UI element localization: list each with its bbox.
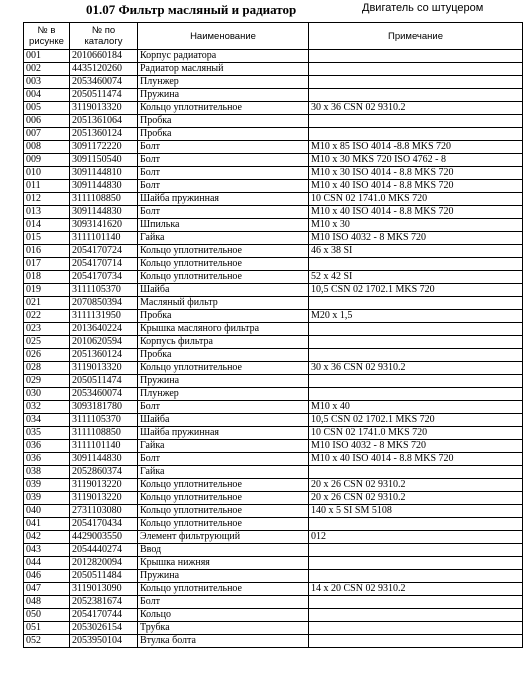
cell-note xyxy=(309,258,523,271)
cell-note: M10 x 40 ISO 4014 - 8.8 MKS 720 xyxy=(309,206,523,219)
cell-note xyxy=(309,349,523,362)
cell-catalog: 3119013220 xyxy=(70,479,138,492)
cell-catalog: 2051361064 xyxy=(70,115,138,128)
cell-note: M10 x 30 MKS 720 ISO 4762 - 8 xyxy=(309,154,523,167)
column-header-number: № в рисунке xyxy=(24,23,70,50)
table-row xyxy=(24,193,523,206)
table-row xyxy=(24,167,523,180)
cell-name: Кольцо уплотнительное xyxy=(138,518,309,531)
table-row xyxy=(24,271,523,284)
cell-number: 002 xyxy=(24,63,70,76)
cell-number: 017 xyxy=(24,258,70,271)
table-row xyxy=(24,414,523,427)
cell-catalog: 2051360124 xyxy=(70,128,138,141)
cell-name: Кольцо уплотнительное xyxy=(138,492,309,505)
cell-note: 10,5 CSN 02 1702.1 MKS 720 xyxy=(309,284,523,297)
cell-name: Болт xyxy=(138,401,309,414)
cell-number: 026 xyxy=(24,349,70,362)
cell-note xyxy=(309,89,523,102)
table-row xyxy=(24,219,523,232)
cell-note xyxy=(309,76,523,89)
cell-number: 036 xyxy=(24,453,70,466)
cell-number: 034 xyxy=(24,414,70,427)
table-row xyxy=(24,336,523,349)
column-header-name: Наименование xyxy=(138,23,309,50)
cell-note: 30 x 36 CSN 02 9310.2 xyxy=(309,102,523,115)
cell-name: Корпусь фильтра xyxy=(138,336,309,349)
cell-number: 023 xyxy=(24,323,70,336)
table-row xyxy=(24,622,523,635)
cell-note xyxy=(309,518,523,531)
cell-catalog: 2053026154 xyxy=(70,622,138,635)
cell-note: 30 x 36 CSN 02 9310.2 xyxy=(309,362,523,375)
cell-name: Болт xyxy=(138,154,309,167)
cell-number: 001 xyxy=(24,50,70,63)
cell-note: M10 x 40 xyxy=(309,401,523,414)
table-row xyxy=(24,492,523,505)
cell-catalog: 2053950104 xyxy=(70,635,138,648)
cell-name: Кольцо уплотнительное xyxy=(138,362,309,375)
cell-note: M10 x 30 xyxy=(309,219,523,232)
cell-name: Крышка нижняя xyxy=(138,557,309,570)
cell-name: Кольцо уплотнительное xyxy=(138,505,309,518)
cell-catalog: 2052860374 xyxy=(70,466,138,479)
table-row xyxy=(24,89,523,102)
table-row xyxy=(24,388,523,401)
cell-number: 052 xyxy=(24,635,70,648)
cell-number: 007 xyxy=(24,128,70,141)
cell-number: 012 xyxy=(24,193,70,206)
cell-name: Болт xyxy=(138,596,309,609)
cell-name: Втулка болта xyxy=(138,635,309,648)
cell-number: 028 xyxy=(24,362,70,375)
table-row xyxy=(24,284,523,297)
cell-name: Шайба пружинная xyxy=(138,193,309,206)
cell-name: Пробка xyxy=(138,310,309,323)
cell-catalog: 2070850394 xyxy=(70,297,138,310)
table-row xyxy=(24,180,523,193)
cell-number: 008 xyxy=(24,141,70,154)
table-row xyxy=(24,102,523,115)
cell-name: Корпус радиатора xyxy=(138,50,309,63)
cell-name: Болт xyxy=(138,141,309,154)
cell-note xyxy=(309,128,523,141)
cell-catalog: 3111101140 xyxy=(70,440,138,453)
cell-note: 10 CSN 02 1741.0 MKS 720 xyxy=(309,427,523,440)
cell-note xyxy=(309,466,523,479)
cell-name: Кольцо уплотнительное xyxy=(138,102,309,115)
table-row xyxy=(24,76,523,89)
cell-name: Кольцо уплотнительное xyxy=(138,271,309,284)
table-row xyxy=(24,505,523,518)
table-row xyxy=(24,323,523,336)
cell-note: M10 x 30 ISO 4014 - 8.8 MKS 720 xyxy=(309,167,523,180)
cell-catalog: 3111108850 xyxy=(70,193,138,206)
cell-number: 025 xyxy=(24,336,70,349)
table-row xyxy=(24,609,523,622)
table-row xyxy=(24,544,523,557)
cell-note: M10 x 40 ISO 4014 - 8.8 MKS 720 xyxy=(309,180,523,193)
cell-note: 140 x 5 SI SM 5108 xyxy=(309,505,523,518)
table-row xyxy=(24,557,523,570)
cell-name: Плунжер xyxy=(138,76,309,89)
cell-catalog: 2052381674 xyxy=(70,596,138,609)
cell-note: 20 x 26 CSN 02 9310.2 xyxy=(309,479,523,492)
cell-number: 010 xyxy=(24,167,70,180)
cell-catalog: 4429003550 xyxy=(70,531,138,544)
cell-number: 041 xyxy=(24,518,70,531)
cell-name: Болт xyxy=(138,453,309,466)
cell-name: Масляный фильтр xyxy=(138,297,309,310)
cell-number: 006 xyxy=(24,115,70,128)
cell-name: Шайба пружинная xyxy=(138,427,309,440)
cell-name: Кольцо уплотнительное xyxy=(138,479,309,492)
cell-name: Кольцо xyxy=(138,609,309,622)
cell-number: 015 xyxy=(24,232,70,245)
cell-number: 039 xyxy=(24,492,70,505)
table-row xyxy=(24,375,523,388)
cell-name: Гайка xyxy=(138,232,309,245)
cell-catalog: 2054170714 xyxy=(70,258,138,271)
cell-number: 044 xyxy=(24,557,70,570)
cell-note xyxy=(309,557,523,570)
cell-catalog: 2053460074 xyxy=(70,76,138,89)
cell-name: Крышка масляного фильтра xyxy=(138,323,309,336)
cell-catalog: 3111131950 xyxy=(70,310,138,323)
cell-number: 011 xyxy=(24,180,70,193)
table-row xyxy=(24,349,523,362)
cell-number: 048 xyxy=(24,596,70,609)
cell-note xyxy=(309,622,523,635)
page-subtitle: Двигатель со штуцером xyxy=(362,2,484,14)
cell-catalog: 2054170724 xyxy=(70,245,138,258)
cell-number: 050 xyxy=(24,609,70,622)
cell-name: Болт xyxy=(138,180,309,193)
cell-number: 003 xyxy=(24,76,70,89)
cell-number: 043 xyxy=(24,544,70,557)
table-row xyxy=(24,141,523,154)
cell-catalog: 3111101140 xyxy=(70,232,138,245)
cell-catalog: 3119013090 xyxy=(70,583,138,596)
column-header-catalog: № по каталогу xyxy=(70,23,138,50)
table-row xyxy=(24,297,523,310)
cell-number: 046 xyxy=(24,570,70,583)
table-row xyxy=(24,466,523,479)
cell-number: 013 xyxy=(24,206,70,219)
cell-name: Пружина xyxy=(138,570,309,583)
cell-name: Шайба xyxy=(138,414,309,427)
cell-catalog: 2010620594 xyxy=(70,336,138,349)
cell-catalog: 3091144830 xyxy=(70,206,138,219)
table-row xyxy=(24,531,523,544)
table-row xyxy=(24,401,523,414)
table-row xyxy=(24,440,523,453)
cell-catalog: 2054440274 xyxy=(70,544,138,557)
cell-number: 016 xyxy=(24,245,70,258)
table-row xyxy=(24,362,523,375)
cell-number: 035 xyxy=(24,427,70,440)
cell-catalog: 2053460074 xyxy=(70,388,138,401)
cell-name: Кольцо уплотнительное xyxy=(138,245,309,258)
cell-name: Плунжер xyxy=(138,388,309,401)
cell-catalog: 3119013320 xyxy=(70,362,138,375)
cell-name: Болт xyxy=(138,206,309,219)
table-row xyxy=(24,258,523,271)
cell-catalog: 3091172220 xyxy=(70,141,138,154)
cell-catalog: 3091144830 xyxy=(70,180,138,193)
cell-name: Радиатор масляный xyxy=(138,63,309,76)
cell-note: 10 CSN 02 1741.0 MKS 720 xyxy=(309,193,523,206)
table-row xyxy=(24,154,523,167)
table-row xyxy=(24,596,523,609)
cell-number: 005 xyxy=(24,102,70,115)
cell-note: 14 x 20 CSN 02 9310.2 xyxy=(309,583,523,596)
table-row xyxy=(24,63,523,76)
cell-note: M20 x 1,5 xyxy=(309,310,523,323)
table-row xyxy=(24,635,523,648)
cell-number: 004 xyxy=(24,89,70,102)
cell-note xyxy=(309,323,523,336)
cell-number: 039 xyxy=(24,479,70,492)
table-row xyxy=(24,50,523,63)
cell-name: Гайка xyxy=(138,466,309,479)
parts-table xyxy=(23,22,523,648)
cell-number: 021 xyxy=(24,297,70,310)
cell-catalog: 4435120260 xyxy=(70,63,138,76)
cell-note xyxy=(309,115,523,128)
cell-catalog: 3091144830 xyxy=(70,453,138,466)
cell-name: Элемент фильтрующий xyxy=(138,531,309,544)
cell-number: 022 xyxy=(24,310,70,323)
table-row xyxy=(24,232,523,245)
cell-note xyxy=(309,297,523,310)
cell-name: Пружина xyxy=(138,375,309,388)
cell-catalog: 3119013220 xyxy=(70,492,138,505)
cell-note xyxy=(309,388,523,401)
cell-number: 047 xyxy=(24,583,70,596)
table-row xyxy=(24,206,523,219)
cell-catalog: 2051360124 xyxy=(70,349,138,362)
cell-note xyxy=(309,544,523,557)
table-row xyxy=(24,245,523,258)
cell-name: Трубка xyxy=(138,622,309,635)
cell-number: 019 xyxy=(24,284,70,297)
cell-note xyxy=(309,609,523,622)
cell-catalog: 2013640224 xyxy=(70,323,138,336)
cell-catalog: 2054170434 xyxy=(70,518,138,531)
cell-note: M10 x 40 ISO 4014 - 8.8 MKS 720 xyxy=(309,453,523,466)
cell-name: Пробка xyxy=(138,128,309,141)
cell-note xyxy=(309,596,523,609)
table-row xyxy=(24,453,523,466)
cell-name: Болт xyxy=(138,167,309,180)
cell-note: M10 x 85 ISO 4014 -8.8 MKS 720 xyxy=(309,141,523,154)
cell-catalog: 3119013320 xyxy=(70,102,138,115)
cell-name: Кольцо уплотнительное xyxy=(138,258,309,271)
cell-note xyxy=(309,50,523,63)
cell-catalog: 3111105370 xyxy=(70,284,138,297)
cell-catalog: 3093181780 xyxy=(70,401,138,414)
cell-note: 52 x 42 SI xyxy=(309,271,523,284)
cell-note xyxy=(309,635,523,648)
cell-catalog: 2050511484 xyxy=(70,570,138,583)
cell-number: 040 xyxy=(24,505,70,518)
cell-catalog: 2010660184 xyxy=(70,50,138,63)
cell-note: M10 ISO 4032 - 8 MKS 720 xyxy=(309,440,523,453)
cell-note: 46 x 38 SI xyxy=(309,245,523,258)
cell-number: 036 xyxy=(24,440,70,453)
cell-catalog: 3091150540 xyxy=(70,154,138,167)
cell-number: 030 xyxy=(24,388,70,401)
cell-catalog: 3111108850 xyxy=(70,427,138,440)
cell-note xyxy=(309,570,523,583)
cell-name: Шайба xyxy=(138,284,309,297)
cell-number: 051 xyxy=(24,622,70,635)
table-body xyxy=(24,50,523,648)
cell-note xyxy=(309,336,523,349)
cell-name: Шпилька xyxy=(138,219,309,232)
cell-number: 009 xyxy=(24,154,70,167)
table-row xyxy=(24,115,523,128)
cell-note: 20 x 26 CSN 02 9310.2 xyxy=(309,492,523,505)
cell-catalog: 3093141620 xyxy=(70,219,138,232)
table-row xyxy=(24,427,523,440)
table-row xyxy=(24,128,523,141)
cell-catalog: 2050511474 xyxy=(70,89,138,102)
cell-note xyxy=(309,63,523,76)
cell-catalog: 2012820094 xyxy=(70,557,138,570)
cell-catalog: 2054170734 xyxy=(70,271,138,284)
column-header-note: Примечание xyxy=(309,23,523,50)
cell-name: Ввод xyxy=(138,544,309,557)
cell-number: 018 xyxy=(24,271,70,284)
page-title: 01.07 Фильтр масляный и радиатор xyxy=(86,2,297,17)
table-header-row xyxy=(24,23,523,50)
cell-name: Гайка xyxy=(138,440,309,453)
cell-catalog: 3091144810 xyxy=(70,167,138,180)
table-row xyxy=(24,479,523,492)
table-row xyxy=(24,310,523,323)
cell-number: 038 xyxy=(24,466,70,479)
cell-number: 029 xyxy=(24,375,70,388)
cell-number: 014 xyxy=(24,219,70,232)
cell-note xyxy=(309,375,523,388)
cell-name: Пробка xyxy=(138,115,309,128)
cell-number: 032 xyxy=(24,401,70,414)
table-row xyxy=(24,518,523,531)
table-row xyxy=(24,570,523,583)
cell-name: Пробка xyxy=(138,349,309,362)
cell-number: 042 xyxy=(24,531,70,544)
cell-catalog: 2050511474 xyxy=(70,375,138,388)
cell-name: Кольцо уплотнительное xyxy=(138,583,309,596)
cell-catalog: 2054170744 xyxy=(70,609,138,622)
cell-note: 012 xyxy=(309,531,523,544)
cell-note: M10 ISO 4032 - 8 MKS 720 xyxy=(309,232,523,245)
cell-note: 10,5 CSN 02 1702.1 MKS 720 xyxy=(309,414,523,427)
cell-name: Пружина xyxy=(138,89,309,102)
table-row xyxy=(24,583,523,596)
cell-catalog: 3111105370 xyxy=(70,414,138,427)
cell-catalog: 2731103080 xyxy=(70,505,138,518)
